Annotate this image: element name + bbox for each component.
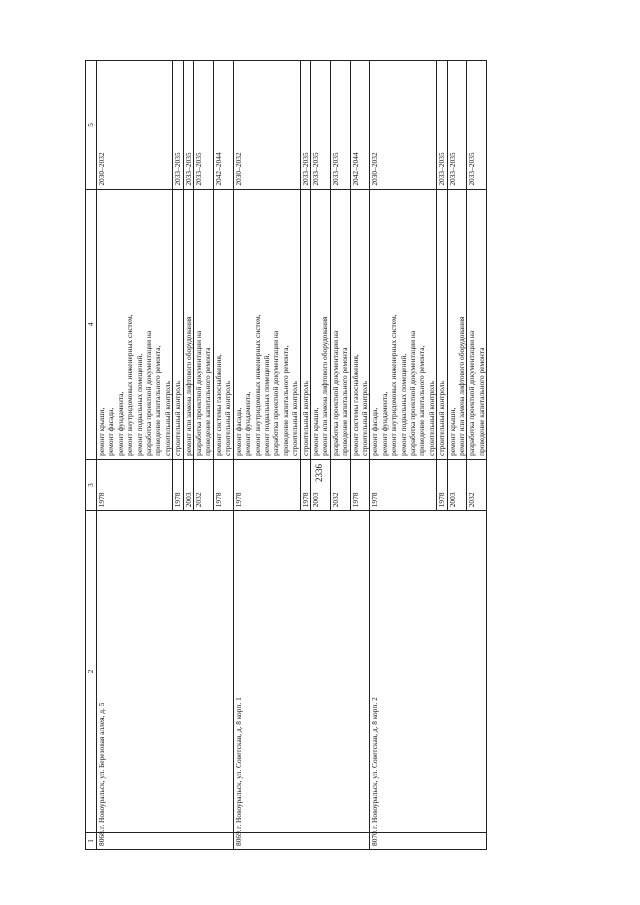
table-row [97,61,173,850]
work-line: разработка проектной документации на [144,330,154,456]
work-line: разработка проектной документации на [467,330,477,456]
work-description [173,189,183,459]
entry-number: 8068. [97,832,234,849]
work-year: 1978 [213,459,233,510]
work-line: ремонт крыши, [447,407,457,456]
work-year: 2003 [310,459,330,510]
work-line: строительный контроль [359,381,369,456]
work-period: 2033–2035 [467,61,487,190]
work-line: строительный контроль [173,381,183,456]
work-line: разработка проектной документации на [330,330,340,456]
work-year: 2032 [467,459,487,510]
work-line: ремонт фасада, [106,407,116,456]
work-line: ремонт крыши, [310,407,320,456]
work-line: ремонт подвальных помещений, [261,353,271,456]
work-description [97,189,173,459]
work-description [213,189,233,459]
work-period: 2042–2044 [350,61,370,190]
work-period: 2033–2035 [447,61,467,190]
table-row [370,61,437,850]
header-row [86,61,97,850]
work-line: ремонт внутридомовых инженерных систем, [125,314,135,456]
repair-schedule-table [85,60,487,850]
entry-address: г. Новоуральск, ул. Советская, д. 8 корп. 1 [233,511,370,833]
header-cell: 5 [86,61,97,190]
page-number: 2336 [314,464,324,482]
work-description [310,189,330,459]
work-year: 2003 [447,459,467,510]
header-cell: 2 [86,511,97,833]
work-description [370,189,437,459]
work-description [437,189,447,459]
work-line: проведение капитального ремонта, [417,345,427,456]
work-description [447,189,467,459]
work-description [330,189,350,459]
work-line: ремонт или замена лифтового оборудования [183,316,193,456]
work-line: ремонт системы газоснабжения, [350,354,360,456]
work-line: проведение капитального ремонта, [280,345,290,456]
work-line: ремонт фундамента, [243,391,253,456]
work-year: 2003 [183,459,193,510]
work-year: 1978 [370,459,437,510]
work-year: 1978 [350,459,370,510]
work-line: строительный контроль [437,381,447,456]
work-period: 2030–2032 [97,61,173,190]
work-period: 2033–2035 [183,61,193,190]
entry-number: 8070. [370,832,487,849]
entry-address: г. Новоуральск, ул. Советская, д. 8 корп. 2 [370,511,487,833]
work-line: ремонт крыши, [97,407,106,456]
work-line: строительный контроль [290,381,300,456]
work-period: 2030–2032 [370,61,437,190]
work-description [300,189,310,459]
work-line: строительный контроль [426,381,436,456]
work-year: 1978 [437,459,447,510]
work-description [233,189,300,459]
entry-address: г. Новоуральск, ул. Березовая аллея, д. 5 [97,511,234,833]
work-year: 1978 [300,459,310,510]
work-period: 2033–2035 [310,61,330,190]
header-cell: 1 [86,832,97,849]
work-line: ремонт или замена лифтового оборудования [320,316,330,456]
header-cell: 4 [86,189,97,459]
work-line: ремонт фундамента, [379,391,389,456]
header-cell: 3 [86,459,97,510]
work-period: 2030–2032 [233,61,300,190]
table-row [233,61,300,850]
work-line: проведение капитального ремонта [476,347,486,456]
work-line: ремонт системы газоснабжения, [213,354,223,456]
work-line: ремонт или замена лифтового оборудования [457,316,467,456]
work-period: 2033–2035 [173,61,183,190]
work-description [350,189,370,459]
work-year: 2032 [330,459,350,510]
entry-number: 8069. [233,832,370,849]
work-description [183,189,193,459]
work-year: 1978 [233,459,300,510]
work-description [194,189,214,459]
table-body [97,61,487,850]
work-line: ремонт подвальных помещений, [134,353,144,456]
work-line: ремонт подвальных помещений, [398,353,408,456]
work-period: 2033–2035 [194,61,214,190]
work-line: проведение капитального ремонта, [153,345,163,456]
work-line: строительный контроль [223,381,233,456]
work-year: 1978 [173,459,183,510]
work-period: 2033–2035 [330,61,350,190]
work-line: разработка проектной документации на [408,330,417,456]
work-line: ремонт фасада, [370,407,380,456]
work-description [467,189,487,459]
work-year: 1978 [97,459,173,510]
work-period: 2042–2044 [213,61,233,190]
work-line: строительный контроль [162,381,172,456]
work-line: ремонт фасада, [233,407,243,456]
work-line: ремонт фундамента, [115,391,125,456]
work-line: разработка проектной документации на [271,330,281,456]
work-line: строительный контроль [300,381,310,456]
work-line: разработка проектной документации на [194,330,204,456]
work-line: ремонт внутридомовых инженерных систем, [252,314,262,456]
work-line: проведение капитального ремонта [203,347,213,456]
work-period: 2033–2035 [437,61,447,190]
work-line: ремонт внутридомовых инженерных систем, [389,314,399,456]
work-period: 2033–2035 [300,61,310,190]
work-line: проведение капитального ремонта [340,347,350,456]
work-year: 2032 [194,459,214,510]
